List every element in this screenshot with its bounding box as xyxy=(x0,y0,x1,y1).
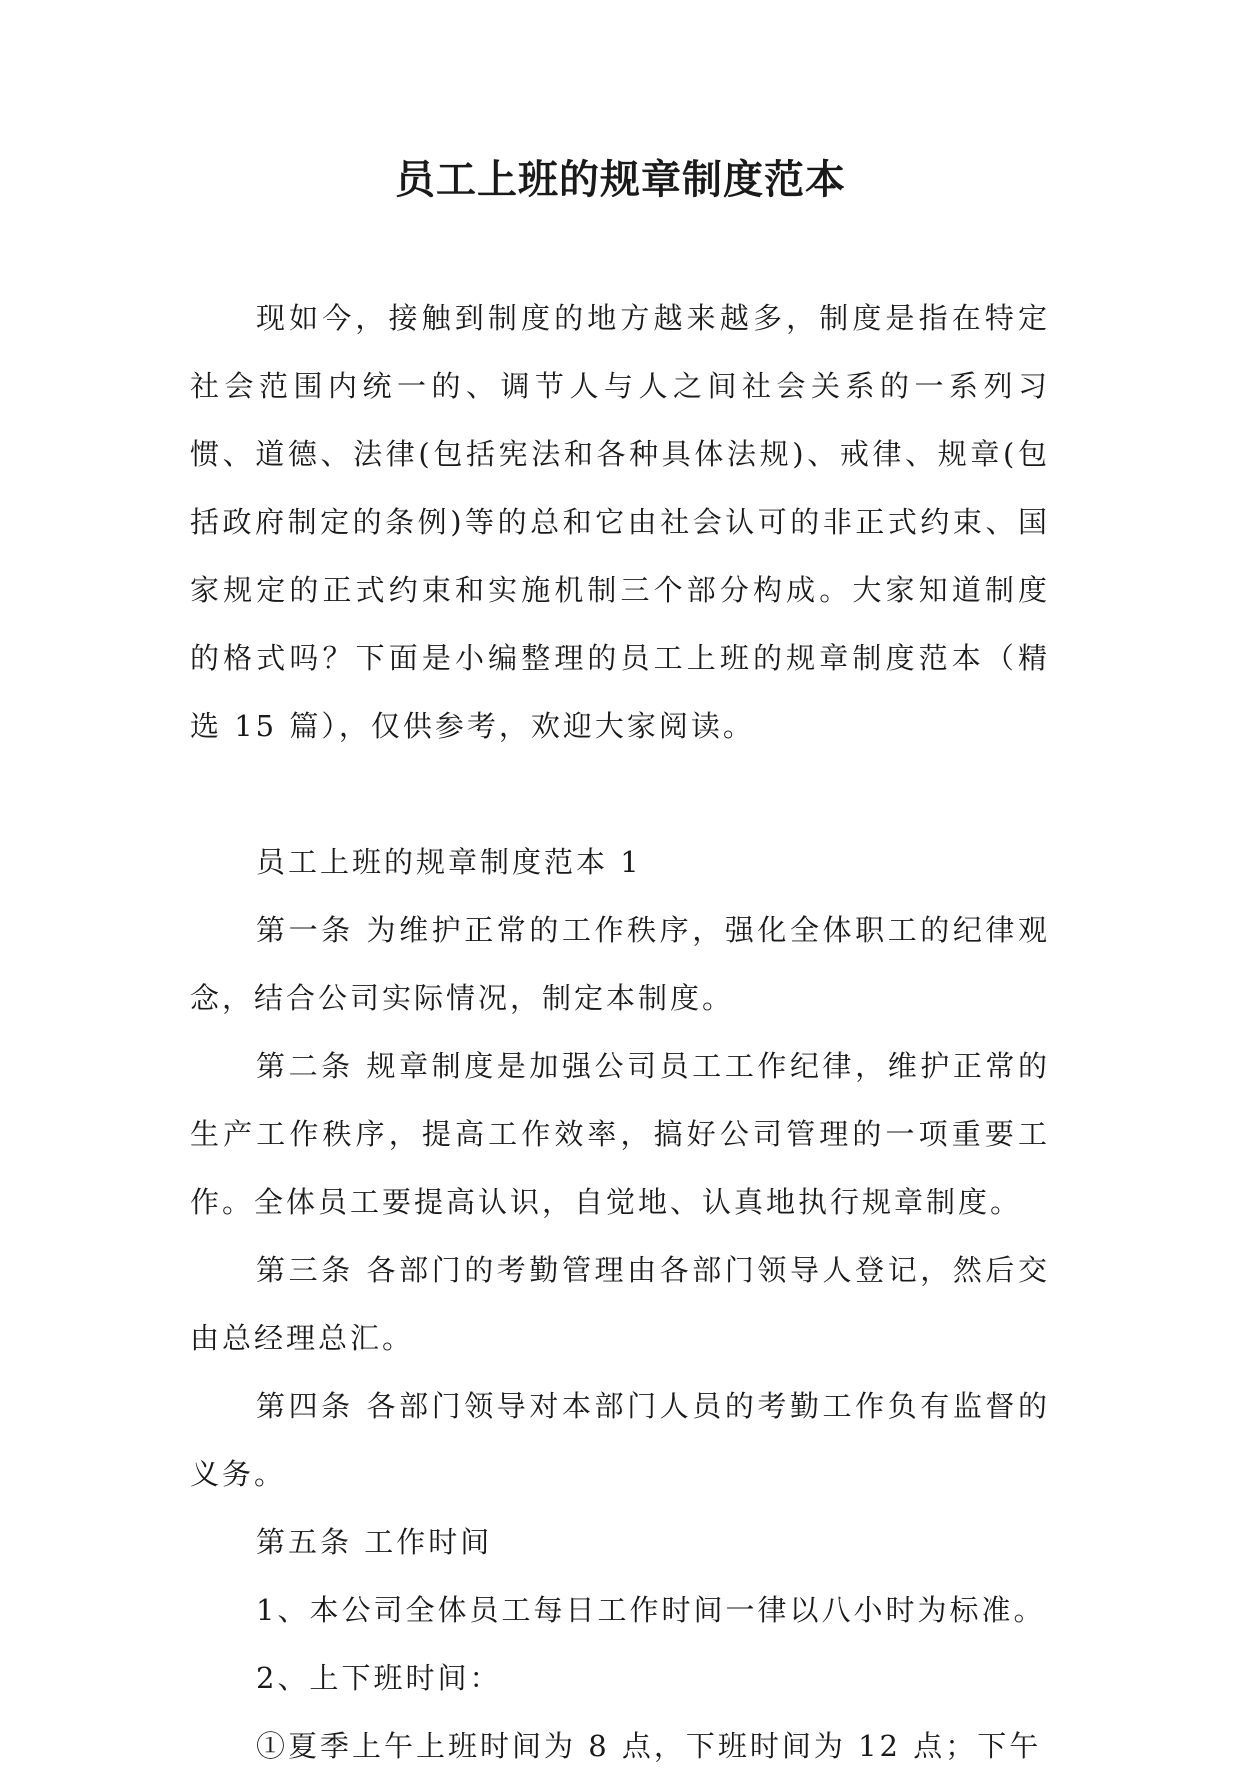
article-5: 第五条 工作时间 xyxy=(256,1525,493,1559)
section-heading: 员工上班的规章制度范本 1 xyxy=(256,845,642,879)
article-4: 第四条 各部门领导对本部门人员的考勤工作负有监督的义务。 xyxy=(190,1389,1050,1491)
document-body xyxy=(190,284,1050,1780)
article-1: 第一条 为维护正常的工作秩序，强化全体职工的纪律观念，结合公司实际情况，制定本制度。 xyxy=(190,913,1050,1015)
article-2: 第二条 规章制度是加强公司员工工作纪律，维护正常的生产工作秩序，提高工作效率，搞好公司管理的一项重要工作。全体员工要提高认识，自觉地、认真地执行规章制度。 xyxy=(190,1049,1050,1219)
article-3: 第三条 各部门的考勤管理由各部门领导人登记，然后交由总经理总汇。 xyxy=(190,1253,1050,1355)
list-item-1: 1、本公司全体员工每日工作时间一律以八小时为标准。 xyxy=(256,1593,1046,1627)
list-item-summer: ①夏季上午上班时间为 8 点，下班时间为 12 点；下午 xyxy=(256,1729,1042,1763)
list-item-2: 2、上下班时间： xyxy=(256,1661,502,1695)
document-title: 员工上班的规章制度范本 xyxy=(395,156,846,203)
intro-paragraph: 现如今，接触到制度的地方越来越多，制度是指在特定社会范围内统一的、调节人与人之间社会关系的一系列习惯、道德、法律(包括宪法和各种具体法规)、戒律、规章(包括政府制定的条例)等的总和它由社会认可的非正式约束、国家规定的正式约束和实施机制三个部分构成。大家知道制度的格式吗？下面是小编整理的员工上班的规章制度范本（精选 15 篇），仅供参考，欢迎大家阅读。 xyxy=(190,301,1050,743)
